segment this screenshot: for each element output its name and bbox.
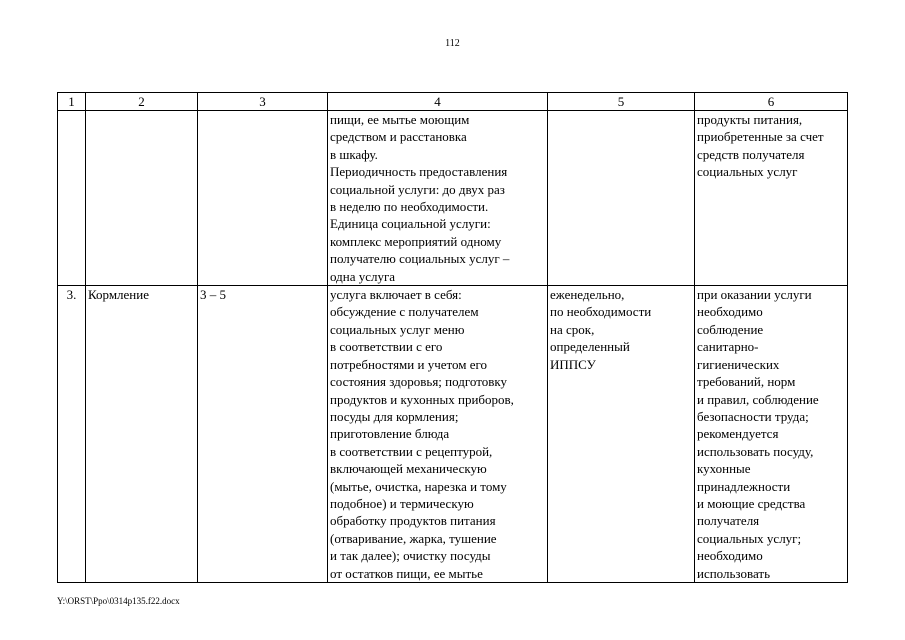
cell-frequency xyxy=(548,111,695,286)
cell-text-line: на срок, xyxy=(550,321,595,337)
cell-text-line: пищи, ее мытье моющим xyxy=(330,112,470,127)
cell-text-line: обсуждение с получателем xyxy=(330,304,479,320)
cell-text-line: и моющие средства xyxy=(697,495,806,511)
cell-text-line: услуга включает в себя: xyxy=(330,287,462,303)
table-row-continuation xyxy=(58,111,848,286)
cell-service-name: Кормление xyxy=(86,286,198,583)
cell-code xyxy=(198,111,328,286)
cell-text-line: посуды для кормления; xyxy=(330,408,459,424)
cell-text-line: (мытье, очистка, нарезка и тому xyxy=(330,478,507,494)
header-cell: 4 xyxy=(328,93,548,111)
cell-frequency xyxy=(548,286,695,583)
cell-text-line: получателю социальных услуг – xyxy=(330,251,510,267)
cell-text-line: при оказании услуги xyxy=(697,287,812,303)
cell-text-line: социальных услуг; xyxy=(697,530,802,546)
cell-text-line: социальной услуги: до двух раз xyxy=(330,181,505,197)
cell-text-line: состояния здоровья; подготовку xyxy=(330,374,507,390)
cell-description xyxy=(328,111,548,286)
cell-text-line: необходимо xyxy=(697,304,763,320)
header-cell: 5 xyxy=(548,93,695,111)
cell-text-line: в неделю по необходимости. xyxy=(330,199,489,215)
footer-file-path: Y:\ORST\Ppo\0314p135.f22.docx xyxy=(57,596,180,606)
cell-text-line: включающей механическую xyxy=(330,461,487,477)
cell-service-name xyxy=(86,111,198,286)
cell-code: 3 – 5 xyxy=(198,286,328,583)
cell-text-line: получателя xyxy=(697,513,760,529)
cell-number: 3. xyxy=(58,286,86,583)
cell-text-line: социальных услуг xyxy=(697,164,798,180)
cell-text-line: Периодичность предоставления xyxy=(330,164,508,180)
header-cell: 3 xyxy=(198,93,328,111)
cell-number xyxy=(58,111,86,286)
cell-text-line: Единица социальной услуги: xyxy=(330,216,491,232)
cell-description xyxy=(328,286,548,583)
cell-text-line: использовать посуду, xyxy=(697,443,814,459)
cell-text-line: требований, норм xyxy=(697,374,796,390)
cell-text-line: и правил, соблюдение xyxy=(697,391,819,407)
cell-text-line: и так далее); очистку посуды xyxy=(330,548,491,564)
cell-text-line: соблюдение xyxy=(697,321,764,337)
services-table xyxy=(57,92,848,583)
cell-text-line: продукты питания, xyxy=(697,112,803,127)
cell-text-line: средством и расстановка xyxy=(330,129,467,145)
cell-text-line: (отваривание, жарка, тушение xyxy=(330,530,497,546)
cell-text-line: кухонные xyxy=(697,461,751,477)
table-header-row xyxy=(58,93,848,111)
cell-text-line: безопасности труда; xyxy=(697,408,809,424)
cell-text-line: санитарно- xyxy=(697,339,759,355)
cell-text-line: одна услуга xyxy=(330,268,396,284)
cell-text-line: гигиенических xyxy=(697,356,780,372)
cell-text-line: в шкафу. xyxy=(330,146,378,162)
cell-text-line: социальных услуг меню xyxy=(330,321,465,337)
table-row-feeding xyxy=(58,286,848,583)
cell-text-line: средств получателя xyxy=(697,146,805,162)
cell-text-line: ИППСУ xyxy=(550,356,596,372)
header-cell: 1 xyxy=(58,93,86,111)
cell-text-line: приготовление блюда xyxy=(330,426,450,442)
cell-text-line: в соответствии с его xyxy=(330,339,443,355)
cell-text-line: по необходимости xyxy=(550,304,652,320)
cell-notes xyxy=(695,286,848,583)
page-number: 112 xyxy=(445,38,460,49)
cell-text-line: принадлежности xyxy=(697,478,791,494)
cell-text-line: обработку продуктов питания xyxy=(330,513,496,529)
cell-text-line: использовать xyxy=(697,565,770,581)
header-cell: 6 xyxy=(695,93,848,111)
cell-text-line: приобретенные за счет xyxy=(697,129,824,145)
cell-text-line: в соответствии с рецептурой, xyxy=(330,443,493,459)
cell-text-line: потребностями и учетом его xyxy=(330,356,488,372)
cell-text-line: определенный xyxy=(550,339,630,355)
cell-text-line: продуктов и кухонных приборов, xyxy=(330,391,514,407)
cell-text-line: комплекс мероприятий одному xyxy=(330,233,502,249)
cell-text-line: еженедельно, xyxy=(550,287,625,303)
cell-text-line: рекомендуется xyxy=(697,426,779,442)
cell-text-line: подобное) и термическую xyxy=(330,495,474,511)
cell-text-line: необходимо xyxy=(697,548,763,564)
cell-notes xyxy=(695,111,848,286)
header-cell: 2 xyxy=(86,93,198,111)
cell-text-line: от остатков пищи, ее мытье xyxy=(330,565,483,581)
